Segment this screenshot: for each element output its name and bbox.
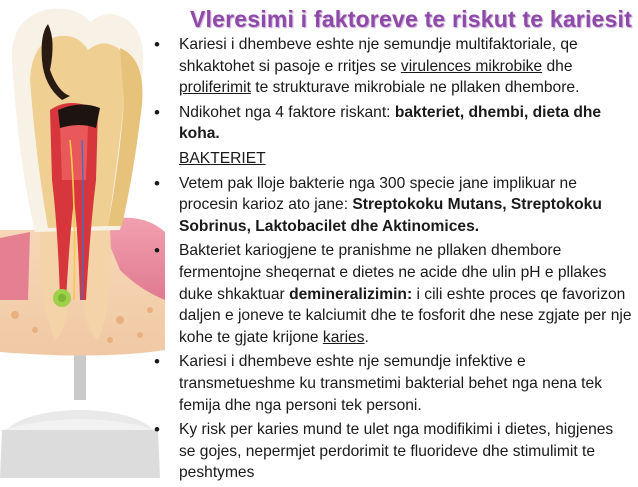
bullet-text: Bakteriet kariogjene te pranishme ne pllaken dhembore fermentojne sheqernat e dietes ne acide dhe ulin pH e pllakes duke shkaktuar — [179, 242, 607, 303]
bullet-text: i cili eshte proces qe favorizon daljen e joneve te kalciumit dhe te fosforit dhe nese zgjate per nje kohe te gjate krijone — [179, 285, 632, 346]
bullet-text: Kariesi i dhembeve eshte nje semundje infektive e transmetueshme ku transmetimi bakterial behet nga nena tek femija dhe nga personi tek personi. — [179, 353, 602, 414]
bullet-item — [150, 34, 632, 99]
bullet-item — [150, 351, 632, 416]
bullet-item — [150, 419, 632, 484]
underlined-term: karies — [322, 328, 365, 346]
slide-body — [150, 34, 632, 487]
section-heading-item — [150, 148, 632, 170]
bullet-item — [150, 102, 632, 145]
bullet-item — [150, 173, 632, 238]
bullet-text: Kariesi i dhembeve eshte nje semundje multifaktoriale, qe shkaktohet si pasoje e rritjes se — [179, 36, 578, 75]
bullet-text: dhe — [542, 57, 573, 75]
bullet-item — [150, 240, 632, 348]
underlined-term: virulences mikrobike — [400, 57, 543, 75]
bullet-text: Ndikohet nga 4 faktore riskant: — [179, 103, 395, 121]
slide-title: Vleresimi i faktoreve te riskut te kariesit — [190, 6, 632, 32]
bullet-text: . — [364, 328, 369, 346]
bold-term: bakteriet, dhembi, dieta dhe koha. — [179, 103, 602, 143]
bullet-text: Vetem pak lloje bakterie nga 300 specie jane implikuar ne procesin karioz ato jane: — [179, 174, 577, 214]
bullet-text: te strukturave mikrobiale ne pllaken dhembore. — [250, 79, 580, 97]
bullet-text: Ky risk per karies mund te ulet nga modifikimi i dietes, higjenes se gojes, nepermjet perdorimit te fluorideve dhe stimulimit te peshtymes — [179, 421, 614, 482]
bold-term: demineralizimin: — [289, 285, 413, 303]
tooth-model-illustration — [0, 0, 170, 478]
bold-term: Streptokoku Mutans, Streptokoku Sobrinus, Laktobacilet dhe Aktinomices. — [179, 196, 602, 235]
underlined-term: proliferimit — [179, 79, 251, 97]
section-heading: BAKTERIET — [179, 149, 266, 167]
